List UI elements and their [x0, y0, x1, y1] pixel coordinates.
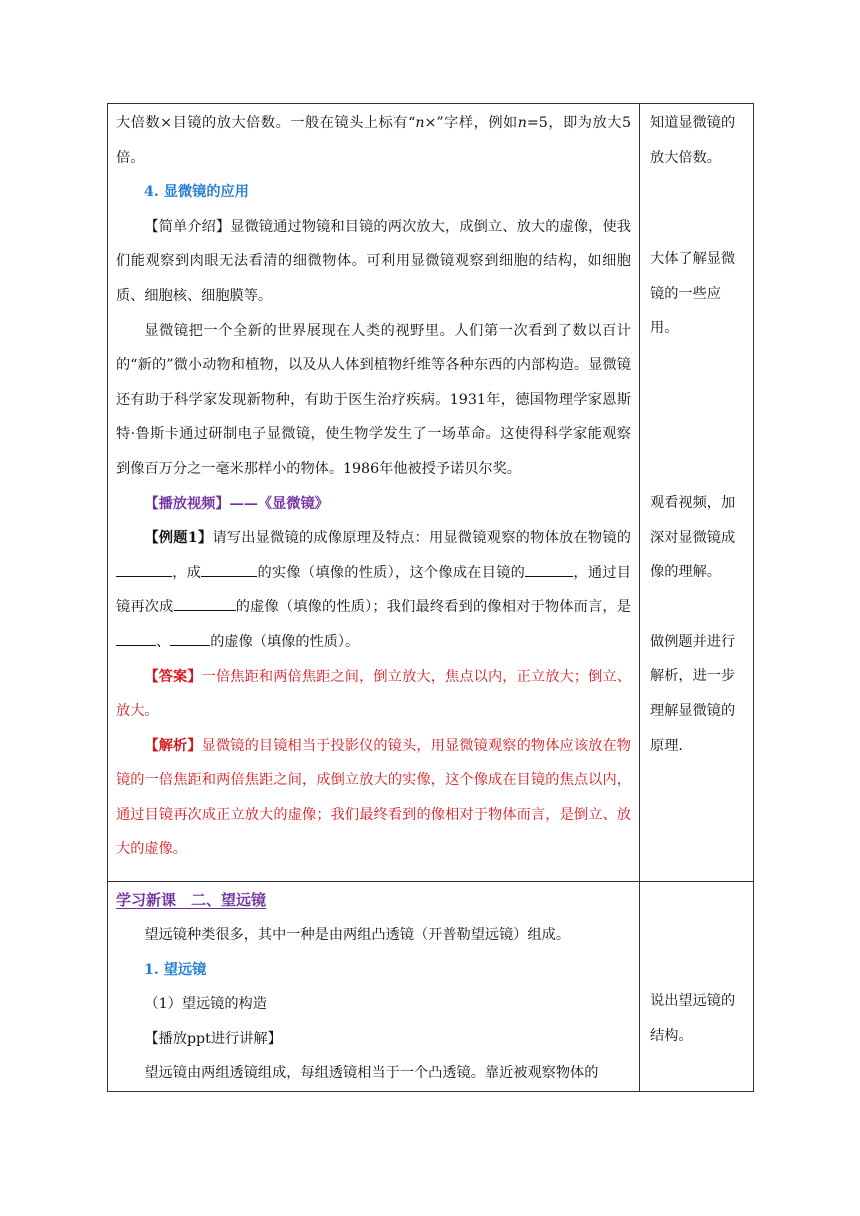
telescope-intro: 望远镜种类很多，其中一种是由两组凸透镜（开普勒望远镜）组成。	[144, 927, 571, 943]
table-row	[108, 104, 754, 882]
side-notes-cell	[640, 882, 754, 1092]
intro-paragraph: 【简单介绍】显微镜通过物镜和目镜的两次放大，成倒立、放大的虚像，使我们能观察到肉眼无法看清的细微物体。可利用显微镜观察到细胞的结构，如细胞质、细胞核、细胞膜等。	[116, 218, 631, 304]
heading-telescope: 1. 望远镜	[144, 961, 207, 978]
example-paragraph: 【例题1】请写出显微镜的成像原理及特点：用显微镜观察的物体放在物镜的，成 的实像（填像的性质），这个像成在目镜的 ，通过目镜再次成 的虚像（填像的性质）；我们最终看到的像相对于物体而言，是、 的虚像（填像的性质）。	[116, 530, 631, 650]
blank-6	[170, 631, 210, 646]
side-note-application: 大体了解显微镜的一些应用。	[650, 251, 736, 337]
blank-1	[116, 562, 172, 577]
side-notes-cell	[640, 104, 754, 882]
telescope-structure-subheading: （1）望远镜的构造	[144, 996, 267, 1013]
side-note-example: 做例题并进行解析，进一步理解显微镜的原理.	[650, 633, 736, 754]
telescope-body: 望远镜由两组透镜组成，每组透镜相当于一个凸透镜。靠近被观察物体的	[144, 1065, 599, 1082]
ppt-instruction: 【播放ppt进行讲解】	[144, 1030, 282, 1047]
section-title-telescope: 学习新课 二、望远镜	[116, 891, 267, 909]
analysis-paragraph: 【解析】显微镜的目镜相当于投影仪的镜头，用显微镜观察的物体应该放在物镜的一倍焦距和两倍焦距之间，成倒立放大的实像，这个像成在目镜的焦点以内，通过目镜再次成正立放大的虚像；我们最终看到的像相对于物体而言，是倒立、放大的虚像。	[116, 737, 631, 858]
answer-paragraph: 【答案】一倍焦距和两倍焦距之间，倒立放大，焦点以内，正立放大；倒立、放大。	[116, 668, 631, 720]
blank-4	[174, 596, 236, 611]
side-note-video: 观看视频，加深对显微镜成像的理解。	[650, 494, 736, 581]
blank-5	[116, 631, 156, 646]
video-link-text: 【播放视频】——《显微镜》	[144, 495, 329, 512]
heading-microscope-application: 4. 显微镜的应用	[144, 184, 249, 201]
lesson-plan-table	[107, 103, 754, 1092]
table-row	[108, 882, 754, 1092]
blank-3	[525, 562, 573, 577]
history-paragraph: 显微镜把一个全新的世界展现在人类的视野里。人们第一次看到了数以百计的“新的”微小动物和植物，以及从人体到植物纤维等各种东西的内部构造。显微镜还有助于科学家发现新物种，有助于医生治疗疾病。1931年，德国物理学家恩斯特·鲁斯卡通过研制电子显微镜，使生物学发生了一场革命。这使得科学家能观察到像百万分之一毫米那样小的物体。1986年他被授予诺贝尔奖。	[116, 322, 631, 477]
main-content-cell	[108, 882, 640, 1092]
blank-2	[201, 562, 257, 577]
main-content-cell	[108, 104, 640, 882]
magnification-paragraph: 大倍数×目镜的放大倍数。一般在镜头上标有“n×”字样，例如n=5，即为放大5倍。	[116, 115, 631, 166]
side-note-telescope: 说出望远镜的结构。	[650, 993, 736, 1044]
side-note-magnification: 知道显微镜的放大倍数。	[650, 115, 736, 166]
